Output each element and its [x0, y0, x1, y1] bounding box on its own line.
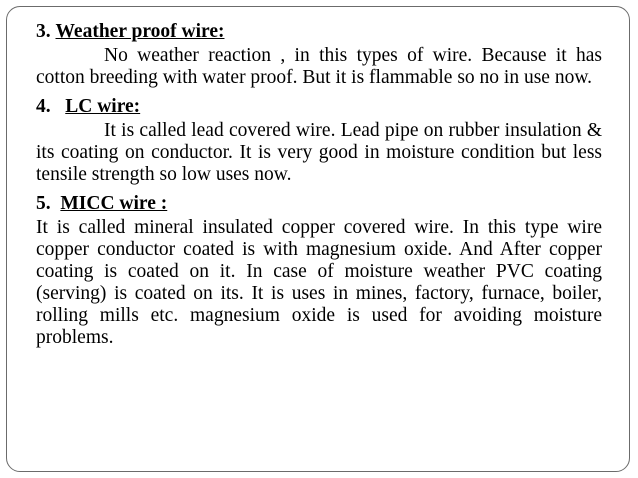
slide-content: [36, 18, 602, 353]
section-number: 3.: [36, 21, 51, 42]
section-title: Weather proof wire:: [55, 21, 225, 42]
section-title: MICC wire :: [60, 193, 168, 214]
section-heading-lc-wire: [36, 93, 602, 120]
section-body-lc-wire: It is called lead covered wire. Lead pipe on rubber insulation & its coating on conductor. It is very good in moisture condition but less tensile strength so low uses now.: [36, 120, 602, 185]
section-title: LC wire:: [65, 96, 141, 117]
section-body-weather-proof-wire: No weather reaction , in this types of wire. Because it has cotton breeding with water proof. But it is flammable so no in use now.: [36, 45, 602, 88]
section-body-micc-wire: It is called mineral insulated copper covered wire. In this type wire copper conductor coated is with magnesium oxide. And After copper coating is coated on it. In case of moisture weather PVC coating (serving) is coated on its. It is uses in mines, factory, furnace, boiler, rolling mills etc. magnesium oxide is used for avoiding moisture problems.: [36, 217, 602, 348]
section-heading-micc-wire: [36, 190, 602, 217]
section-heading-weather-proof-wire: [36, 18, 602, 45]
section-number: 5.: [36, 193, 51, 214]
section-number: 4.: [36, 96, 51, 117]
